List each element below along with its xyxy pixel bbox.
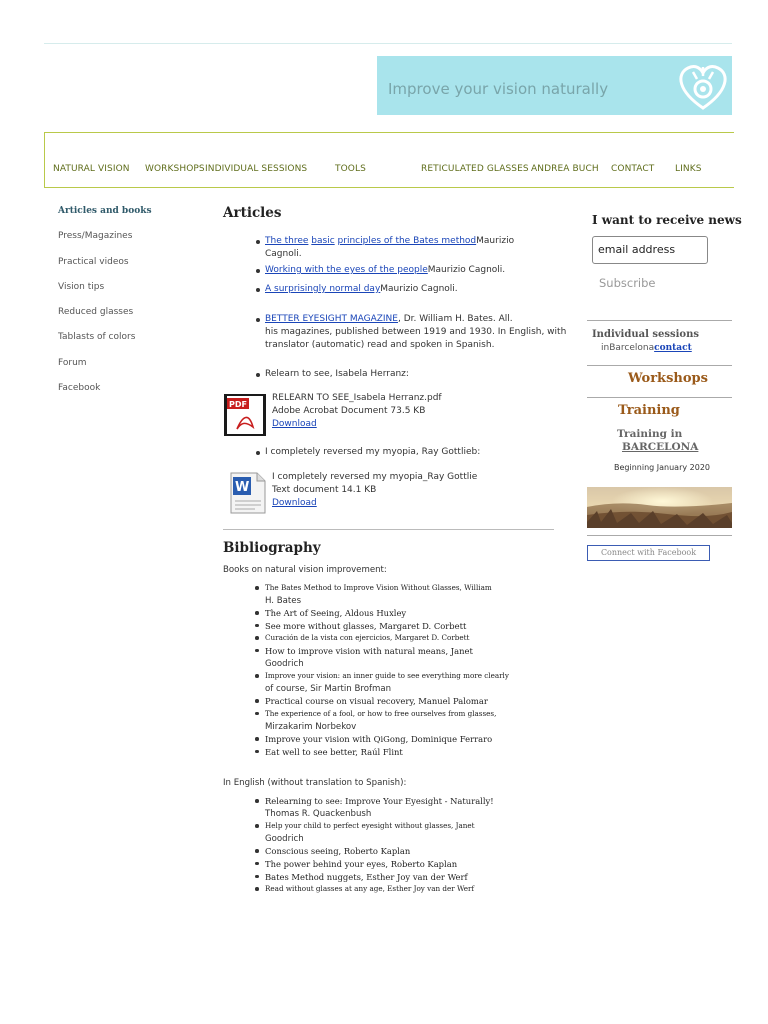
bullet bbox=[255, 636, 259, 640]
list-item-text: Goodrich bbox=[265, 833, 304, 844]
list-item bbox=[255, 746, 535, 759]
list-item bbox=[255, 883, 535, 896]
list-item-text: The power behind your eyes, Roberto Kaplan bbox=[265, 858, 458, 869]
bullet bbox=[256, 318, 260, 322]
list-item-text: Help your child to perfect eyesight without glasses, Janet bbox=[265, 821, 475, 831]
list-item bbox=[255, 820, 535, 845]
nav-andrea-buch[interactable]: ANDREA BUCH bbox=[531, 164, 599, 174]
article-3 bbox=[265, 283, 458, 296]
bullet bbox=[255, 875, 259, 879]
bibliography-list bbox=[255, 582, 535, 758]
nav-tools[interactable]: TOOLS bbox=[335, 164, 366, 174]
list-item bbox=[255, 733, 535, 746]
sidebar-item-articles-books[interactable]: Articles and books bbox=[58, 206, 152, 216]
article-1-author-a: Maurizio bbox=[476, 236, 515, 246]
list-item bbox=[255, 858, 535, 871]
sidebar-menu bbox=[58, 205, 152, 407]
nav-links[interactable]: LINKS bbox=[675, 164, 702, 174]
list-item bbox=[255, 582, 535, 607]
training-link[interactable]: Training bbox=[618, 403, 680, 418]
right-divider bbox=[587, 535, 732, 536]
beginning-date: Beginning January 2020 bbox=[614, 463, 710, 472]
article-4-text-3: translator (automatic) read and spoken in Spanish. bbox=[265, 340, 495, 350]
file-2-download-link[interactable]: Download bbox=[272, 498, 317, 508]
svg-text:PDF: PDF bbox=[229, 400, 247, 409]
email-field[interactable]: email address bbox=[592, 236, 708, 264]
sidebar-item-facebook[interactable]: Facebook bbox=[58, 383, 101, 394]
subscribe-button[interactable]: Subscribe bbox=[599, 276, 656, 290]
article-4-text-1: , Dr. William H. Bates. All. bbox=[397, 314, 513, 324]
bullet bbox=[255, 674, 259, 678]
list-item-text: Practical course on visual recovery, Manuel Palomar bbox=[265, 696, 488, 707]
article-3-link[interactable]: A surprisingly normal day bbox=[265, 284, 381, 294]
bullet bbox=[255, 712, 259, 716]
list-item bbox=[255, 708, 535, 733]
article-4 bbox=[265, 313, 585, 352]
svg-text:W: W bbox=[235, 480, 250, 495]
list-item-text: See more without glasses, Margaret D. Corbett bbox=[265, 620, 467, 631]
nav-workshops[interactable]: WORKSHOPS bbox=[145, 164, 205, 174]
article-2-link[interactable]: Working with the eyes of the people bbox=[265, 265, 428, 275]
list-item bbox=[255, 645, 535, 670]
news-title: I want to receive news bbox=[592, 213, 742, 227]
list-item-text: The experience of a fool, or how to free ourselves from glasses, bbox=[265, 708, 497, 718]
sessions-contact-link[interactable]: contact bbox=[654, 343, 692, 353]
english-bibliography-list bbox=[255, 795, 535, 896]
article-1-link-a[interactable]: The three bbox=[265, 236, 309, 246]
bullet bbox=[255, 750, 259, 754]
right-divider bbox=[587, 365, 732, 366]
article-2-author: Maurizio Cagnoli. bbox=[427, 265, 506, 275]
list-item-text: How to improve vision with natural means, Janet bbox=[265, 645, 473, 656]
list-item-text: Conscious seeing, Roberto Kaplan bbox=[265, 846, 411, 857]
list-item-text: Curación de la vista con ejercicios, Margaret D. Corbett bbox=[265, 633, 470, 643]
bullet bbox=[255, 799, 259, 803]
banner-title: Improve your vision naturally bbox=[388, 80, 609, 98]
bullet bbox=[255, 887, 259, 891]
article-3-author: Maurizio Cagnoli. bbox=[380, 284, 458, 294]
sidebar-item-tablasts[interactable]: Tablasts of colors bbox=[58, 332, 136, 343]
list-item-text: Improve your vision: an inner guide to see everything more clearly bbox=[265, 671, 509, 681]
sessions-prefix: inBarcelona bbox=[601, 343, 655, 353]
bullet bbox=[255, 737, 259, 741]
main-navigation bbox=[44, 132, 734, 188]
bullet bbox=[256, 373, 260, 377]
right-divider bbox=[587, 397, 732, 398]
sessions-line bbox=[601, 343, 720, 353]
list-item bbox=[255, 670, 535, 695]
list-item-text: Goodrich bbox=[265, 658, 304, 669]
list-item-text: Mirzakarim Norbekov bbox=[265, 721, 357, 732]
list-item bbox=[255, 845, 535, 858]
bullet bbox=[255, 649, 259, 653]
article-4-link[interactable]: BETTER EYESIGHT MAGAZINE bbox=[265, 314, 398, 324]
right-divider bbox=[587, 320, 732, 321]
bullet bbox=[255, 586, 259, 590]
nav-natural-vision[interactable]: NATURAL VISION bbox=[53, 164, 130, 174]
article-1-link-c[interactable]: principles of the Bates method bbox=[337, 236, 477, 246]
list-item-text: The Art of Seeing, Aldous Huxley bbox=[265, 608, 407, 619]
bullet bbox=[256, 269, 260, 273]
article-2 bbox=[265, 264, 505, 277]
word-file-icon[interactable] bbox=[227, 471, 271, 515]
bullet bbox=[255, 862, 259, 866]
list-item-text: Read without glasses at any age, Esther Joy van der Werf bbox=[265, 884, 475, 894]
top-divider bbox=[44, 43, 732, 44]
file-1-type: Adobe Acrobat Document 73.5 KB bbox=[272, 406, 426, 416]
bullet bbox=[255, 624, 259, 628]
barcelona-label[interactable]: BARCELONA bbox=[622, 441, 699, 453]
file-1-download-link[interactable]: Download bbox=[272, 419, 317, 429]
list-item-text: Improve your vision with QiGong, Dominique Ferraro bbox=[265, 734, 493, 745]
list-item-text: Relearning to see: Improve Your Eyesight - Naturally! bbox=[265, 796, 494, 806]
training-in-label: Training in bbox=[617, 428, 683, 440]
file-2-type: Text document 14.1 KB bbox=[272, 485, 377, 495]
list-item bbox=[255, 795, 535, 820]
sidebar-item-reduced-glasses[interactable]: Reduced glasses bbox=[58, 307, 134, 318]
bullet bbox=[255, 699, 259, 703]
list-item-text: Thomas R. Quackenbush bbox=[265, 808, 372, 819]
bullet bbox=[256, 240, 260, 244]
article-1-link-b[interactable]: basic bbox=[311, 236, 335, 246]
pdf-file-icon[interactable] bbox=[223, 393, 267, 437]
list-item bbox=[255, 632, 535, 645]
list-item-text: H. Bates bbox=[265, 595, 302, 606]
bullet bbox=[256, 451, 260, 455]
bullet bbox=[255, 849, 259, 853]
bibliography-heading: Bibliography bbox=[223, 540, 321, 556]
article-1-author-b: Cagnoli. bbox=[265, 249, 302, 259]
list-item-text: of course, Sir Martin Brofman bbox=[265, 683, 392, 694]
nav-contact[interactable]: CONTACT bbox=[611, 164, 655, 174]
workshops-link[interactable]: Workshops bbox=[628, 371, 708, 386]
connect-facebook-button[interactable]: Connect with Facebook bbox=[587, 545, 710, 561]
bullet bbox=[255, 611, 259, 615]
file-1-info bbox=[272, 392, 442, 431]
article-6: I completely reversed my myopia, Ray Gottlieb: bbox=[265, 447, 481, 457]
article-4-text-2: his magazines, published between 1919 and 1930. In English, with bbox=[265, 327, 567, 337]
nav-reticulated-glasses[interactable]: RETICULATED GLASSES bbox=[421, 164, 529, 174]
list-item bbox=[255, 607, 535, 620]
sidebar-item-vision-tips[interactable]: Vision tips bbox=[58, 281, 105, 292]
file-2-name: I completely reversed my myopia_Ray Gottlie bbox=[272, 472, 478, 482]
section-divider bbox=[223, 529, 554, 530]
list-item-text: Eat well to see better, Raúl Flint bbox=[265, 746, 403, 757]
eye-heart-icon bbox=[668, 56, 732, 115]
sessions-title: Individual sessions bbox=[592, 329, 699, 340]
list-item-text: The Bates Method to Improve Vision Without Glasses, William bbox=[265, 583, 492, 592]
sidebar-item-forum[interactable]: Forum bbox=[58, 357, 87, 368]
field-photo bbox=[587, 487, 732, 528]
bullet bbox=[255, 824, 259, 828]
article-5: Relearn to see, Isabela Herranz: bbox=[265, 369, 409, 379]
header-banner[interactable] bbox=[377, 56, 732, 115]
bibliography-intro: Books on natural vision improvement: bbox=[223, 565, 387, 575]
list-item bbox=[255, 620, 535, 633]
list-item bbox=[255, 871, 535, 884]
sidebar-item-videos[interactable]: Practical videos bbox=[58, 256, 129, 267]
english-intro: In English (without translation to Spanish): bbox=[223, 778, 407, 788]
article-1 bbox=[265, 235, 565, 261]
list-item-text: Bates Method nuggets, Esther Joy van der Werf bbox=[265, 871, 468, 882]
articles-heading: Articles bbox=[223, 205, 282, 221]
file-1-name: RELEARN TO SEE_Isabela Herranz.pdf bbox=[272, 393, 442, 403]
bullet bbox=[256, 288, 260, 292]
sidebar-item-press[interactable]: Press/Magazines bbox=[58, 231, 133, 242]
file-2-info bbox=[272, 471, 477, 510]
nav-individual-sessions[interactable]: INDIVIDUAL SESSIONS bbox=[205, 164, 308, 174]
list-item bbox=[255, 695, 535, 708]
